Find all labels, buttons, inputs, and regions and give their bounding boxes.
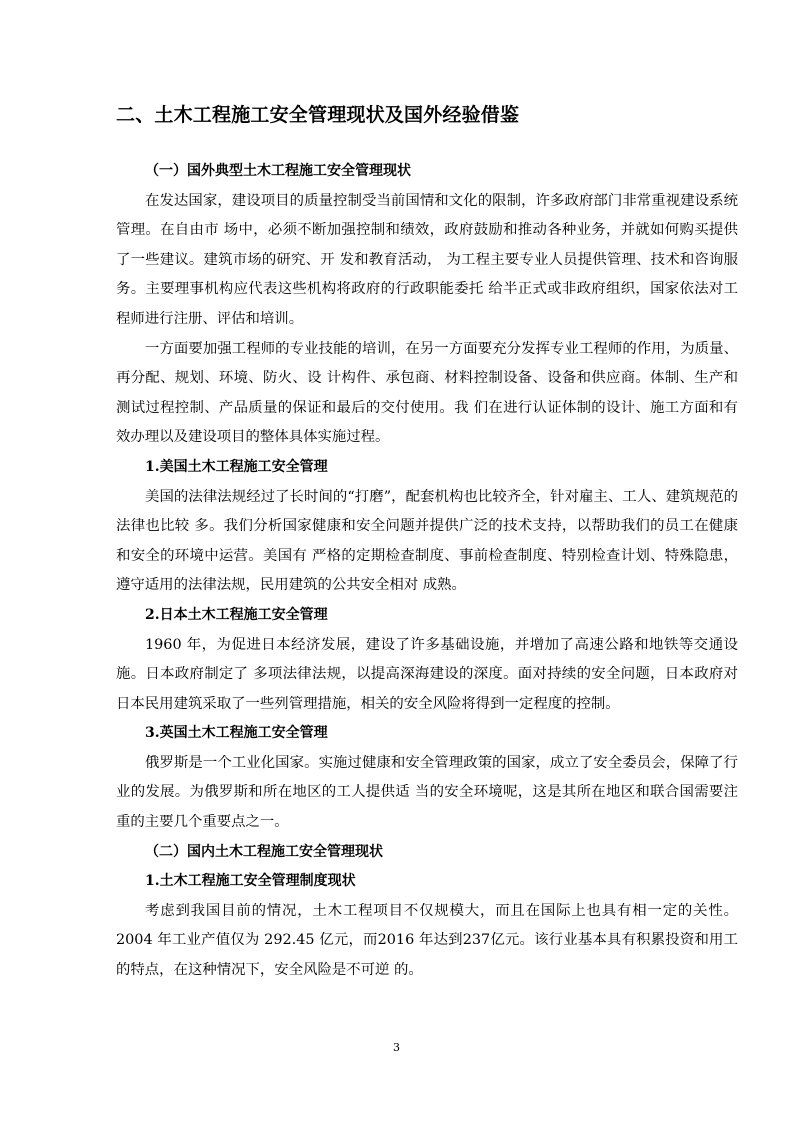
page-number: 3: [393, 1041, 400, 1054]
page-title: 二、土木工程施工安全管理现状及国外经验借鉴: [116, 104, 520, 126]
body-paragraph: 美国的法律法规经过了长时间的“打磨”，配套机构也比较齐全，针对雇主、工人、建筑规范的法律也比较 多。我们分析国家健康和安全问题并提供广泛的技术支持，以帮助我们的员工在健康和安全的环境中运营。美国有 严格的定期检查制度、事前检查制度、特别检查计划、特殊隐患，遵守适用的法律法规，民用建筑的公共安全相对 成熟。: [116, 488, 738, 594]
body-paragraph: 1960 年，为促进日本经济发展，建设了许多基础设施，并增加了高速公路和地铁等交通设施。日本政府制定了 多项法律法规，以提高深海建设的深度。面对持续的安全问题，日本政府对日本民用建筑采取了一些列管理措施，相关的安全风险将得到一定程度的控制。: [116, 636, 738, 712]
section-heading: 1.美国土木工程施工安全管理: [145, 458, 328, 475]
body-paragraph: 一方面要加强工程师的专业技能的培训，在另一方面要充分发挥专业工程师的作用，为质量、再分配、规划、环境、防火、设 计构件、承包商、材料控制设备、设备和供应商。体制、生产和测试过程控制、产品质量的保证和最后的交付使用。我 们在进行认证体制的设计、施工方面和有效办理以及建设项目的整体具体实施过程。: [116, 340, 738, 446]
section-heading: 2.日本土木工程施工安全管理: [145, 606, 328, 623]
section-heading: 1.土木工程施工安全管理制度现状: [145, 873, 356, 890]
body-paragraph: 俄罗斯是一个工业化国家。实施过健康和安全管理政策的国家，成立了安全委员会，保障了行业的发展。为俄罗斯和所在地区的工人提供适 当的安全环境呢，这是其所在地区和联合国需要注重的主要几个重要点之一。: [116, 754, 738, 831]
body-paragraph: 考虑到我国目前的情况，土木工程项目不仅规模大，而且在国际上也具有相一定的关性。2004 年工业产值仅为 292.45 亿元，而2016 年达到237亿元。该行业基本具有积累投资和用工的特点，在这种情况下，安全风险是不可逆 的。: [116, 902, 738, 979]
document-body: [116, 157, 738, 986]
section-heading: （二）国内土木工程施工安全管理现状: [145, 843, 383, 860]
section-heading: （一）国外典型土木工程施工安全管理现状: [145, 163, 411, 179]
section-heading: 3.英国土木工程施工安全管理: [145, 725, 328, 742]
body-paragraph: 在发达国家，建设项目的质量控制受当前国情和文化的限制，许多政府部门非常重视建设系统管理。在自由市 场中，必须不断加强控制和绩效，政府鼓励和推动各种业务，并就如何购买提供了一些建议。建筑市场的研究、开 发和教育活动， 为工程主要专业人员提供管理、技术和咨询服务。主要理事机构应代表这些机构将政府的行政职能委托 给半正式或非政府组织，国家依法对工程师进行注册、评估和培训。: [116, 192, 738, 327]
